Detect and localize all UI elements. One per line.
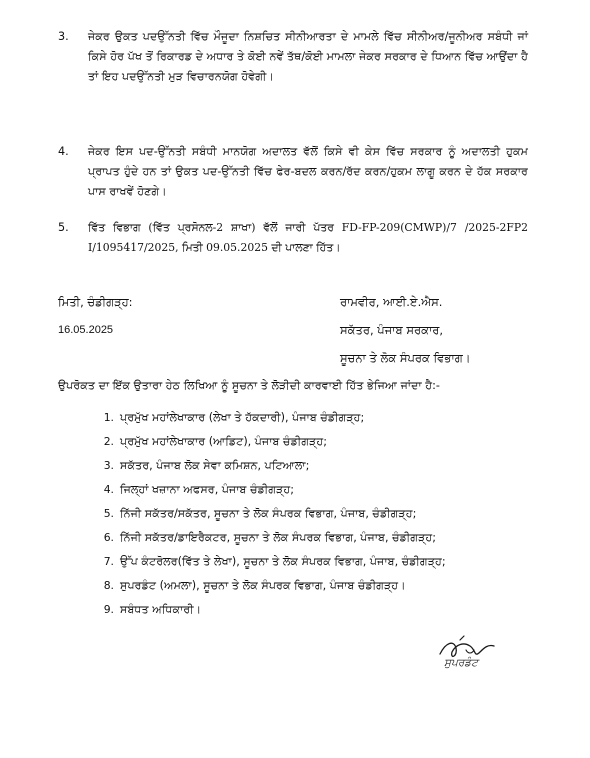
- list-item-text: ਪ੍ਰਮੁੱਖ ਮਹਾਂਲੇਖਾਕਾਰ (ਆਡਿਟ), ਪੰਜਾਬ ਚੰਡੀਗੜ੍ਹ;: [120, 435, 327, 448]
- paragraph-text: ਜੇਕਰ ਉਕਤ ਪਦਉੱਨਤੀ ਵਿੱਚ ਮੌਜੂਦਾ ਨਿਸ਼ਚਿਤ ਸੀਨੀਆਰਤਾ ਦੇ ਮਾਮਲੇ ਵਿੱਚ ਸੀਨੀਅਰ/ਜੂਨੀਅਰ ਸਬੰਧੀ ਜਾਂ ਕਿਸੇ ਹੋਰ ਪੱਖ ਤੋਂ ਰਿਕਾਰਡ ਦੇ ਅਧਾਰ ਤੇ ਕੋਈ ਨਵੇਂ ਤੱਥ/ਕੋਈ ਮਾਮਲਾ ਜੇਕਰ ਸਰਕਾਰ ਦੇ ਧਿਆਨ ਵਿੱਚ ਆਉਂਦਾ ਹੈ ਤਾਂ ਇਹ ਪਦਉੱਨਤੀ ਮੁੜ ਵਿਚਾਰਨਯੋਗ ਹੋਵੇਗੀ।: [88, 30, 528, 83]
- officer-name: ਰਾਮਵੀਰ, ਆਈ.ਏ.ਐਸ.: [340, 295, 443, 309]
- officer-signature-block: [340, 292, 471, 376]
- paragraph-number: 3.: [58, 30, 69, 43]
- issue-date: 16.05.2025: [58, 324, 114, 336]
- paragraph-5: [58, 218, 528, 258]
- list-item: [92, 574, 552, 598]
- list-item-number: 7.: [103, 555, 114, 568]
- list-item-number: 2.: [103, 435, 114, 448]
- list-item-text: ਪ੍ਰਮੁੱਖ ਮਹਾਂਲੇਖਾਕਾਰ (ਲੇਖਾ ਤੇ ਹੱਕਦਾਰੀ), ਪੰਜਾਬ ਚੰਡੀਗੜ੍ਹ;: [120, 411, 365, 424]
- list-item-number: 4.: [103, 483, 114, 496]
- list-item: [92, 430, 552, 454]
- list-item-number: 5.: [103, 507, 114, 520]
- officer-designation: ਸਕੱਤਰ, ਪੰਜਾਬ ਸਰਕਾਰ,: [340, 323, 444, 337]
- list-item-text: ਸੁਪਰਡੰਟ (ਅਮਲਾ), ਸੂਚਨਾ ਤੇ ਲੋਕ ਸੰਪਰਕ ਵਿਭਾਗ, ਪੰਜਾਬ ਚੰਡੀਗੜ੍ਹ।: [120, 579, 406, 592]
- paragraph-4: [58, 142, 528, 202]
- officer-department: ਸੂਚਨਾ ਤੇ ਲੋਕ ਸੰਪਰਕ ਵਿਭਾਗ।: [340, 351, 471, 365]
- list-item: [92, 526, 552, 550]
- paragraph-text: ਜੇਕਰ ਇਸ ਪਦ-ਉੱਨਤੀ ਸਬੰਧੀ ਮਾਨਯੋਗ ਅਦਾਲਤ ਵੱਲੋਂ ਕਿਸੇ ਵੀ ਕੇਸ ਵਿੱਚ ਸਰਕਾਰ ਨੂੰ ਅਦਾਲਤੀ ਹੁਕਮ ਪ੍ਰਾਪਤ ਹੁੰਦੇ ਹਨ ਤਾਂ ਉਕਤ ਪਦ-ਉੱਨਤੀ ਵਿੱਚ ਫੇਰ-ਬਦਲ ਕਰਨ/ਰੱਦ ਕਰਨ/ਹੁਕਮ ਲਾਗੂ ਕਰਨ ਦੇ ਹੱਕ ਸਰਕਾਰ ਪਾਸ ਰਾਖਵੇਂ ਹੋਣਗੇ।: [88, 145, 528, 198]
- list-item-number: 9.: [103, 603, 114, 616]
- list-item: [92, 550, 552, 574]
- list-item: [92, 406, 552, 430]
- list-item-number: 3.: [103, 459, 114, 472]
- list-item-text: ਸਕੱਤਰ, ਪੰਜਾਬ ਲੋਕ ਸੇਵਾ ਕਮਿਸ਼ਨ, ਪਟਿਆਲਾ;: [120, 459, 310, 472]
- paragraph-number: 5.: [58, 221, 69, 234]
- list-item-number: 8.: [103, 579, 114, 592]
- paragraph-3: [58, 27, 528, 87]
- distribution-list: [92, 406, 552, 622]
- list-item-text: ਨਿੱਜੀ ਸਕੱਤਰ/ਡਾਇਰੈਕਟਰ, ਸੂਚਨਾ ਤੇ ਲੋਕ ਸੰਪਰਕ ਵਿਭਾਗ, ਪੰਜਾਬ, ਚੰਡੀਗੜ੍ਹ;: [120, 531, 437, 544]
- list-item: [92, 454, 552, 478]
- list-item: [92, 502, 552, 526]
- list-item-number: 1.: [103, 411, 114, 424]
- place-label: ਮਿਤੀ, ਚੰਡੀਗੜ੍ਹ:: [58, 295, 133, 309]
- paragraph-text: ਵਿੱਤ ਵਿਭਾਗ (ਵਿੱਤ ਪ੍ਰਸੋਨਲ-2 ਸ਼ਾਖਾ) ਵੱਲੋਂ ਜਾਰੀ ਪੱਤਰ FD-FP-209(CMWP)/7 /2025-2FP2 I/1095417/2025, ਮਿਤੀ 09.05.2025 ਦੀ ਪਾਲਣਾ ਹਿੱਤ।: [88, 221, 528, 254]
- superintendent-caption: ਸੁਪਰਡੰਟ: [444, 657, 478, 669]
- list-item-number: 6.: [103, 531, 114, 544]
- list-item-text: ਸਬੰਧਤ ਅਧਿਕਾਰੀ।: [120, 603, 202, 616]
- list-item-text: ਉੱਪ ਕੰਟਰੋਲਰ(ਵਿੱਤ ਤੇ ਲੇਖਾ), ਸੂਚਨਾ ਤੇ ਲੋਕ ਸੰਪਰਕ ਵਿਭਾਗ, ਪੰਜਾਬ, ਚੰਡੀਗੜ੍ਹ;: [120, 555, 446, 568]
- place-date-block: [58, 292, 133, 340]
- list-item: [92, 478, 552, 502]
- paragraph-number: 4.: [58, 145, 69, 158]
- list-item: [92, 598, 552, 622]
- list-item-text: ਜਿਲ੍ਹਾਂ ਖਜ਼ਾਨਾ ਅਫਸਰ, ਪੰਜਾਬ ਚੰਡੀਗੜ੍ਹ;: [120, 483, 294, 496]
- copy-forward-note: ਉਪਰੋਕਤ ਦਾ ਇੱਕ ਉਤਾਰਾ ਹੇਠ ਲਿਖਿਆ ਨੂੰ ਸੂਚਨਾ ਤੇ ਲੋੜੀਦੀ ਕਾਰਵਾਈ ਹਿੱਤ ਭੇਜਿਆ ਜਾਂਦਾ ਹੈ:-: [58, 379, 440, 392]
- list-item-text: ਨਿੱਜੀ ਸਕੱਤਰ/ਸਕੱਤਰ, ਸੂਚਨਾ ਤੇ ਲੋਕ ਸੰਪਰਕ ਵਿਭਾਗ, ਪੰਜਾਬ, ਚੰਡੀਗੜ੍ਹ;: [120, 507, 417, 520]
